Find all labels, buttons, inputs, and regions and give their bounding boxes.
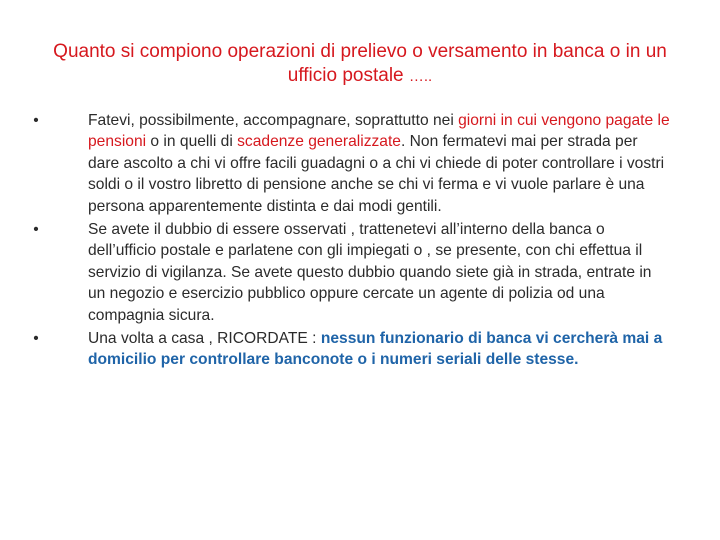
bullet-item-observed xyxy=(30,219,670,326)
bullet-item-accompany xyxy=(30,110,670,217)
highlight-general-deadlines: scadenze generalizzate xyxy=(237,133,401,151)
bullet-marker: • xyxy=(33,221,39,239)
bullet-text-segment: Se avete il dubbio di essere osservati , trattenetevi all’interno della banca o dell’ufficio postale e parlatene con gli impiegati o , se presente, con chi effettua il servizio di vigilanza. Se avete questo dubbio quando siete già in strada, entrate in un negozio e esercizio pubblico oppure cercate un agente di polizia od una compagnia sicura. xyxy=(88,221,652,324)
bullet-marker: • xyxy=(33,112,39,129)
bullet-text-segment: Fatevi, possibilmente, accompagnare, soprattutto nei xyxy=(88,112,459,129)
slide-title xyxy=(40,40,680,89)
bullet-text-segment: o in quelli di xyxy=(146,133,238,151)
bullet-marker: • xyxy=(33,330,39,348)
highlight-no-bank-official: nessun funzionario di banca vi cercherà mai a domicilio per controllare banconote o i numeri seriali delle stesse. xyxy=(88,330,663,369)
bullet-text-segment: Una volta a casa , RICORDATE : xyxy=(88,330,321,348)
bullet-list xyxy=(30,110,670,373)
bullet-item-remember xyxy=(30,328,670,371)
slide-title-ellipsis: ….. xyxy=(408,68,433,85)
slide-title-text: Quanto si compiono operazioni di prelievo o versamento in banca o in un ufficio postale xyxy=(53,41,667,86)
bullet-text-segment: . Non fermatevi mai per strada per dare ascolto a chi vi offre facili guadagni o a chi vi chiede di poter controllare i vostri soldi o il vostro libretto di pensione anche se chi vi ferma e vi vuole parlare è una persona apparentemente distinta e dai modi gentili. xyxy=(88,133,665,215)
highlight-pension-days: giorni in cui vengono pagate le pensioni xyxy=(88,112,670,151)
